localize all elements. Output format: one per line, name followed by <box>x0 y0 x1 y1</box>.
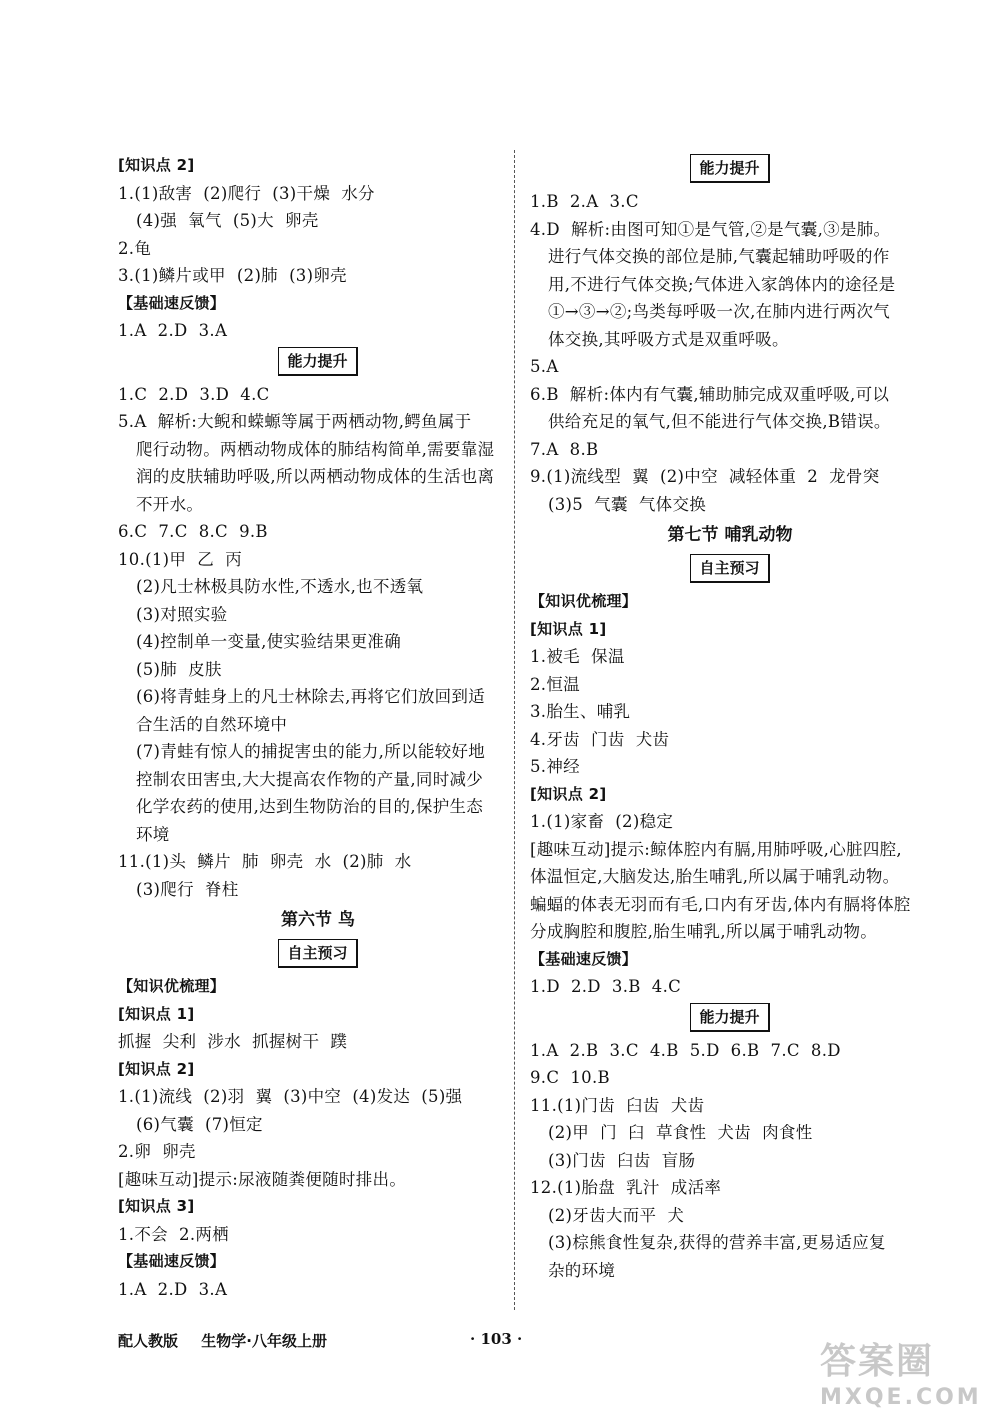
answer-line: 润的皮肤辅助呼吸,所以两栖动物成体的生活也离 <box>136 467 495 486</box>
answer-line: 5.A <box>530 357 559 376</box>
answer-line: 2.恒温 <box>530 674 580 694</box>
answer-line: 1.A 2.B 3.C 4.B 5.D 6.B 7.C 8.D <box>530 1040 841 1060</box>
edition-label: 配人教版 <box>118 1332 179 1350</box>
answer-line: 1.C 2.D 3.D 4.C <box>118 384 270 404</box>
answer-line: (2)甲 门 臼 草食性 犬齿 肉食性 <box>548 1123 813 1142</box>
answer-line: 7.A 8.B <box>530 439 599 459</box>
heading-knowledge-point-1: [知识点 1] <box>118 1004 195 1023</box>
answer-line: (6)气囊 (7)恒定 <box>136 1114 263 1134</box>
answer-line: 化学农药的使用,达到生物防治的目的,保护生态 <box>136 797 484 816</box>
heading-knowledge-point-1: [知识点 1] <box>530 619 607 638</box>
heading-knowledge-sort: 【知识优梳理】 <box>530 592 638 610</box>
answer-line: 5.神经 <box>530 757 580 776</box>
answer-line: 进行气体交换的部位是肺,气囊起辅助呼吸的作 <box>548 247 890 266</box>
watermark-line2: MXQE.COM <box>820 1385 982 1410</box>
heading-knowledge-point-2: [知识点 2] <box>118 1059 195 1078</box>
answer-line: 11.(1)门齿 臼齿 犬齿 <box>530 1095 705 1115</box>
answer-line: 1.(1)流线 (2)羽 翼 (3)中空 (4)发达 (5)强 <box>118 1087 463 1106</box>
answer-line: (3)门齿 臼齿 盲肠 <box>548 1150 696 1170</box>
heading-basic-feedback: 【基础速反馈】 <box>118 1252 226 1270</box>
answer-line: 9.C 10.B <box>530 1068 610 1087</box>
answer-line: (3)爬行 脊柱 <box>136 879 239 899</box>
answer-line: 1.D 2.D 3.B 4.C <box>530 977 682 996</box>
answer-line: (4)控制单一变量,使实验结果更准确 <box>136 632 402 651</box>
subject-label: 生物学·八年级上册 <box>201 1332 327 1350</box>
page-footer <box>118 1330 345 1351</box>
ability-boost-label: 能力提升 <box>690 154 769 183</box>
answer-line: 9.(1)流线型 翼 (2)中空 减轻体重 2 龙骨突 <box>530 467 880 486</box>
self-study-header <box>118 939 518 971</box>
fun-interaction-line: [趣味互动]提示:尿液随粪便随时排出。 <box>118 1169 407 1189</box>
answer-line: (4)强 氧气 (5)大 卵壳 <box>136 211 319 230</box>
answer-line: 不开水。 <box>136 494 204 514</box>
ability-boost-header <box>118 347 518 379</box>
fun-interaction-line: 分成胸腔和腹腔,胎生哺乳,所以属于哺乳动物。 <box>530 922 878 941</box>
answer-line: 6.C 7.C 8.C 9.B <box>118 522 268 541</box>
answer-line: (6)将青蛙身上的凡士林除去,再将它们放回到适 <box>136 687 486 706</box>
fun-interaction-line: 蝙蝠的体表无羽而有毛,口内有牙齿,体内有膈将体腔 <box>530 894 911 914</box>
answer-line: (5)肺 皮肤 <box>136 659 222 679</box>
section-title-mammals: 第七节 哺乳动物 <box>667 525 793 545</box>
ability-boost-label: 能力提升 <box>278 347 357 376</box>
self-study-label: 自主预习 <box>278 939 357 968</box>
answer-line: 5.A 解析:大鲵和蝾螈等属于两栖动物,鳄鱼属于 <box>118 412 472 431</box>
ability-boost-label: 能力提升 <box>690 1003 769 1032</box>
self-study-label: 自主预习 <box>690 554 769 583</box>
self-study-header <box>530 554 930 586</box>
heading-knowledge-point-3: [知识点 3] <box>118 1197 195 1215</box>
answer-line: 4.牙齿 门齿 犬齿 <box>530 729 670 749</box>
answer-line: 6.B 解析:体内有气囊,辅助肺完成双重呼吸,可以 <box>530 384 890 404</box>
heading-knowledge-point-2: [知识点 2] <box>530 784 607 803</box>
answer-line: 环境 <box>136 824 170 844</box>
answer-line: 合生活的自然环境中 <box>136 714 288 734</box>
answer-line: 1.A 2.D 3.A <box>118 321 228 340</box>
fun-interaction-line: [趣味互动]提示:鲸体腔内有膈,用肺呼吸,心脏四腔, <box>530 839 902 859</box>
answer-line: 1.被毛 保温 <box>530 647 625 666</box>
answer-line: ①→③→②;鸟类每呼吸一次,在肺内进行两次气 <box>548 302 891 321</box>
fun-interaction-line: 体温恒定,大脑发达,胎生哺乳,所以属于哺乳动物。 <box>530 867 900 886</box>
answer-line: 1.不会 2.两栖 <box>118 1224 229 1244</box>
answer-line: 杂的环境 <box>548 1260 616 1280</box>
answer-line: 爬行动物。两栖动物成体的肺结构简单,需要靠湿 <box>136 439 495 459</box>
left-column <box>118 152 518 1303</box>
heading-basic-feedback: 【基础速反馈】 <box>530 949 638 968</box>
answer-line: 用,不进行气体交换;气体进入家鸽体内的途径是 <box>548 274 896 294</box>
answer-line: 12.(1)胎盘 乳汁 成活率 <box>530 1178 722 1197</box>
section-title-birds: 第六节 鸟 <box>281 910 355 930</box>
answer-line: (3)对照实验 <box>136 604 228 624</box>
answer-line: (2)牙齿大而平 犬 <box>548 1205 685 1225</box>
ability-boost-header <box>530 1003 930 1035</box>
right-column <box>530 152 930 1284</box>
heading-knowledge-sort: 【知识优梳理】 <box>118 977 226 995</box>
watermark-logo <box>820 1340 980 1420</box>
answer-line: 1.(1)敌害 (2)爬行 (3)干燥 水分 <box>118 183 375 203</box>
answer-line: 抓握 尖利 涉水 抓握树干 蹼 <box>118 1032 348 1051</box>
answer-line: 控制农田害虫,大大提高农作物的产量,同时减少 <box>136 769 484 789</box>
answer-line: (2)凡士林极具防水性,不透水,也不透氧 <box>136 577 424 596</box>
answer-line: (3)5 气囊 气体交换 <box>548 494 707 514</box>
answer-line: (7)青蛙有惊人的捕捉害虫的能力,所以能较好地 <box>136 742 486 761</box>
answer-line: 11.(1)头 鳞片 肺 卵壳 水 (2)肺 水 <box>118 852 412 871</box>
heading-basic-feedback: 【基础速反馈】 <box>118 293 226 312</box>
answer-line: 体交换,其呼吸方式是双重呼吸。 <box>548 329 789 349</box>
ability-boost-header <box>530 154 930 186</box>
answer-line: 1.(1)家畜 (2)稳定 <box>530 812 674 831</box>
answer-line: 2.龟 <box>118 238 152 258</box>
page-number: · 103 · <box>470 1330 523 1348</box>
answer-line: 4.D 解析:由图可知①是气管,②是气囊,③是肺。 <box>530 219 891 239</box>
answer-line: 3.(1)鳞片或甲 (2)肺 (3)卵壳 <box>118 266 347 285</box>
answer-line: 1.A 2.D 3.A <box>118 1279 228 1299</box>
answer-line: 10.(1)甲 乙 丙 <box>118 549 242 569</box>
answer-line: (3)棕熊食性复杂,获得的营养丰富,更易适应复 <box>548 1233 886 1252</box>
heading-knowledge-point-2: [知识点 2] <box>118 156 195 174</box>
watermark-line1: 答案圈 <box>820 1341 935 1382</box>
answer-line: 1.B 2.A 3.C <box>530 192 639 211</box>
answer-line: 3.胎生、哺乳 <box>530 702 631 721</box>
answer-line: 供给充足的氧气,但不能进行气体交换,B错误。 <box>548 412 891 431</box>
answer-line: 2.卵 卵壳 <box>118 1142 196 1161</box>
